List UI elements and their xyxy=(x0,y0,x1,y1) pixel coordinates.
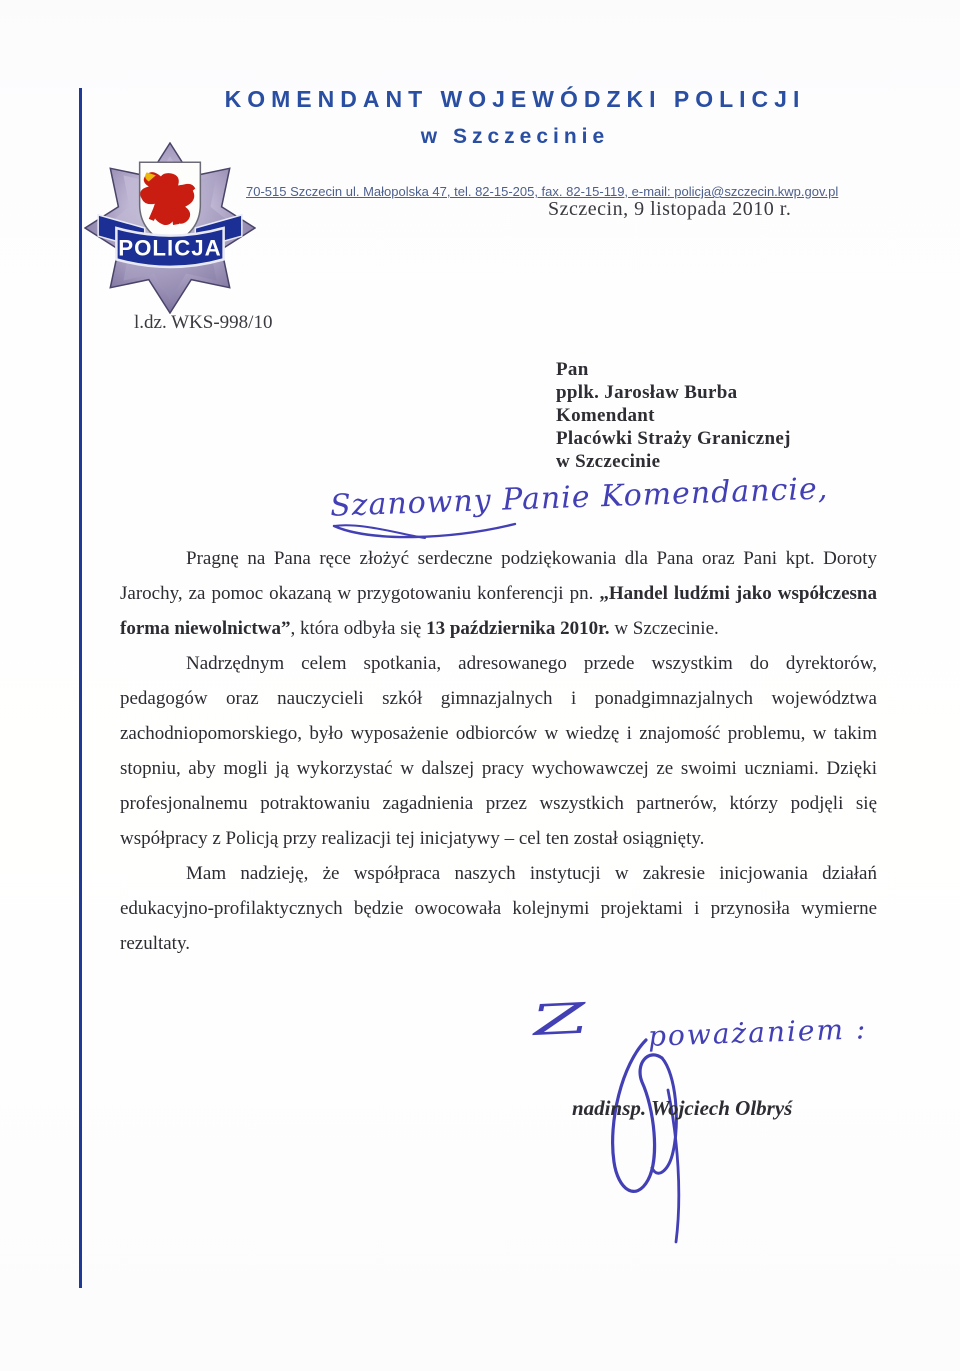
p1-text: Pragnę na Pana ręce złożyć serdeczne podziękowania dla Pana oraz Pani kpt. Doroty Jarochy, za pomoc okazaną w przygotowaniu konferencji pn. xyxy=(120,548,877,604)
paragraph-3: Mam nadzieję, że współpraca naszych instytucji w zakresie inicjowania działań edukacyjno-profilaktycznych będzie owocowała kolejnymi projektami i przynosiła wymierne rezultaty. xyxy=(120,863,877,954)
letterhead-title: KOMENDANT WOJEWÓDZKI POLICJI xyxy=(224,86,806,112)
p1-bold-title: „Handel ludźmi jako współczesna forma niewolnictwa” xyxy=(120,583,877,639)
p1-text: , która odbyła się xyxy=(290,618,427,639)
reference-number: l.dz. WKS-998/10 xyxy=(134,312,273,333)
date-line: Szczecin, 9 listopada 2010 r. xyxy=(548,198,792,220)
paragraph-1 xyxy=(120,541,877,646)
letter-body xyxy=(120,541,877,961)
letterhead-subtitle: w Szczecinie xyxy=(420,125,610,148)
recipient-line: pplk. Jarosław Burba xyxy=(556,382,738,403)
handwritten-closing-text: poważaniem : xyxy=(647,1012,868,1053)
paragraph-2: Nadrzędnym celem spotkania, adresowanego przede wszystkim do dyrektorów, pedagogów oraz nauczycieli szkół gimnazjalnych i ponadgimnazjalnych województwa zachodniopomorskiego, było wyposażenie odbiorców w wiedzę i znajomość problemu, w takim stopniu, aby mogli ją wykorzystać w dalszej pracy wychowawczej ze swoimi uczniami. Dzięki profesjonalnemu potraktowaniu zagadnienia przez wszystkich partnerów, którzy podjęli się współpracy z Policją przy realizacji tej inicjatywy – cel ten został osiągnięty. xyxy=(120,653,877,849)
p1-bold-date: 13 października 2010r. xyxy=(426,618,610,639)
letterhead-address: 70-515 Szczecin ul. Małopolska 47, tel. 82-15-205, fax. 82-15-119, e-mail: policja@szczecin.kwp.gov.pl xyxy=(246,184,839,199)
p1-text: w Szczecinie. xyxy=(609,618,719,639)
badge-label: POLICJA xyxy=(118,235,222,261)
recipient-line: Komendant xyxy=(556,405,655,426)
signatory-name: nadinsp. Wojciech Olbryś xyxy=(572,1096,793,1120)
recipient-line: w Szczecinie xyxy=(556,451,661,472)
handwritten-closing-z: Z xyxy=(527,993,592,1045)
recipient-line: Pan xyxy=(556,359,589,380)
left-margin-rule xyxy=(79,88,82,1288)
recipient-line: Placówki Straży Granicznej xyxy=(556,428,791,449)
handwritten-salutation: Szanowny Panie Komendancie, xyxy=(329,471,829,524)
handwritten-signature xyxy=(594,1030,724,1255)
letterhead xyxy=(130,86,900,149)
policja-badge-icon xyxy=(84,142,256,314)
recipient-block xyxy=(556,358,791,473)
